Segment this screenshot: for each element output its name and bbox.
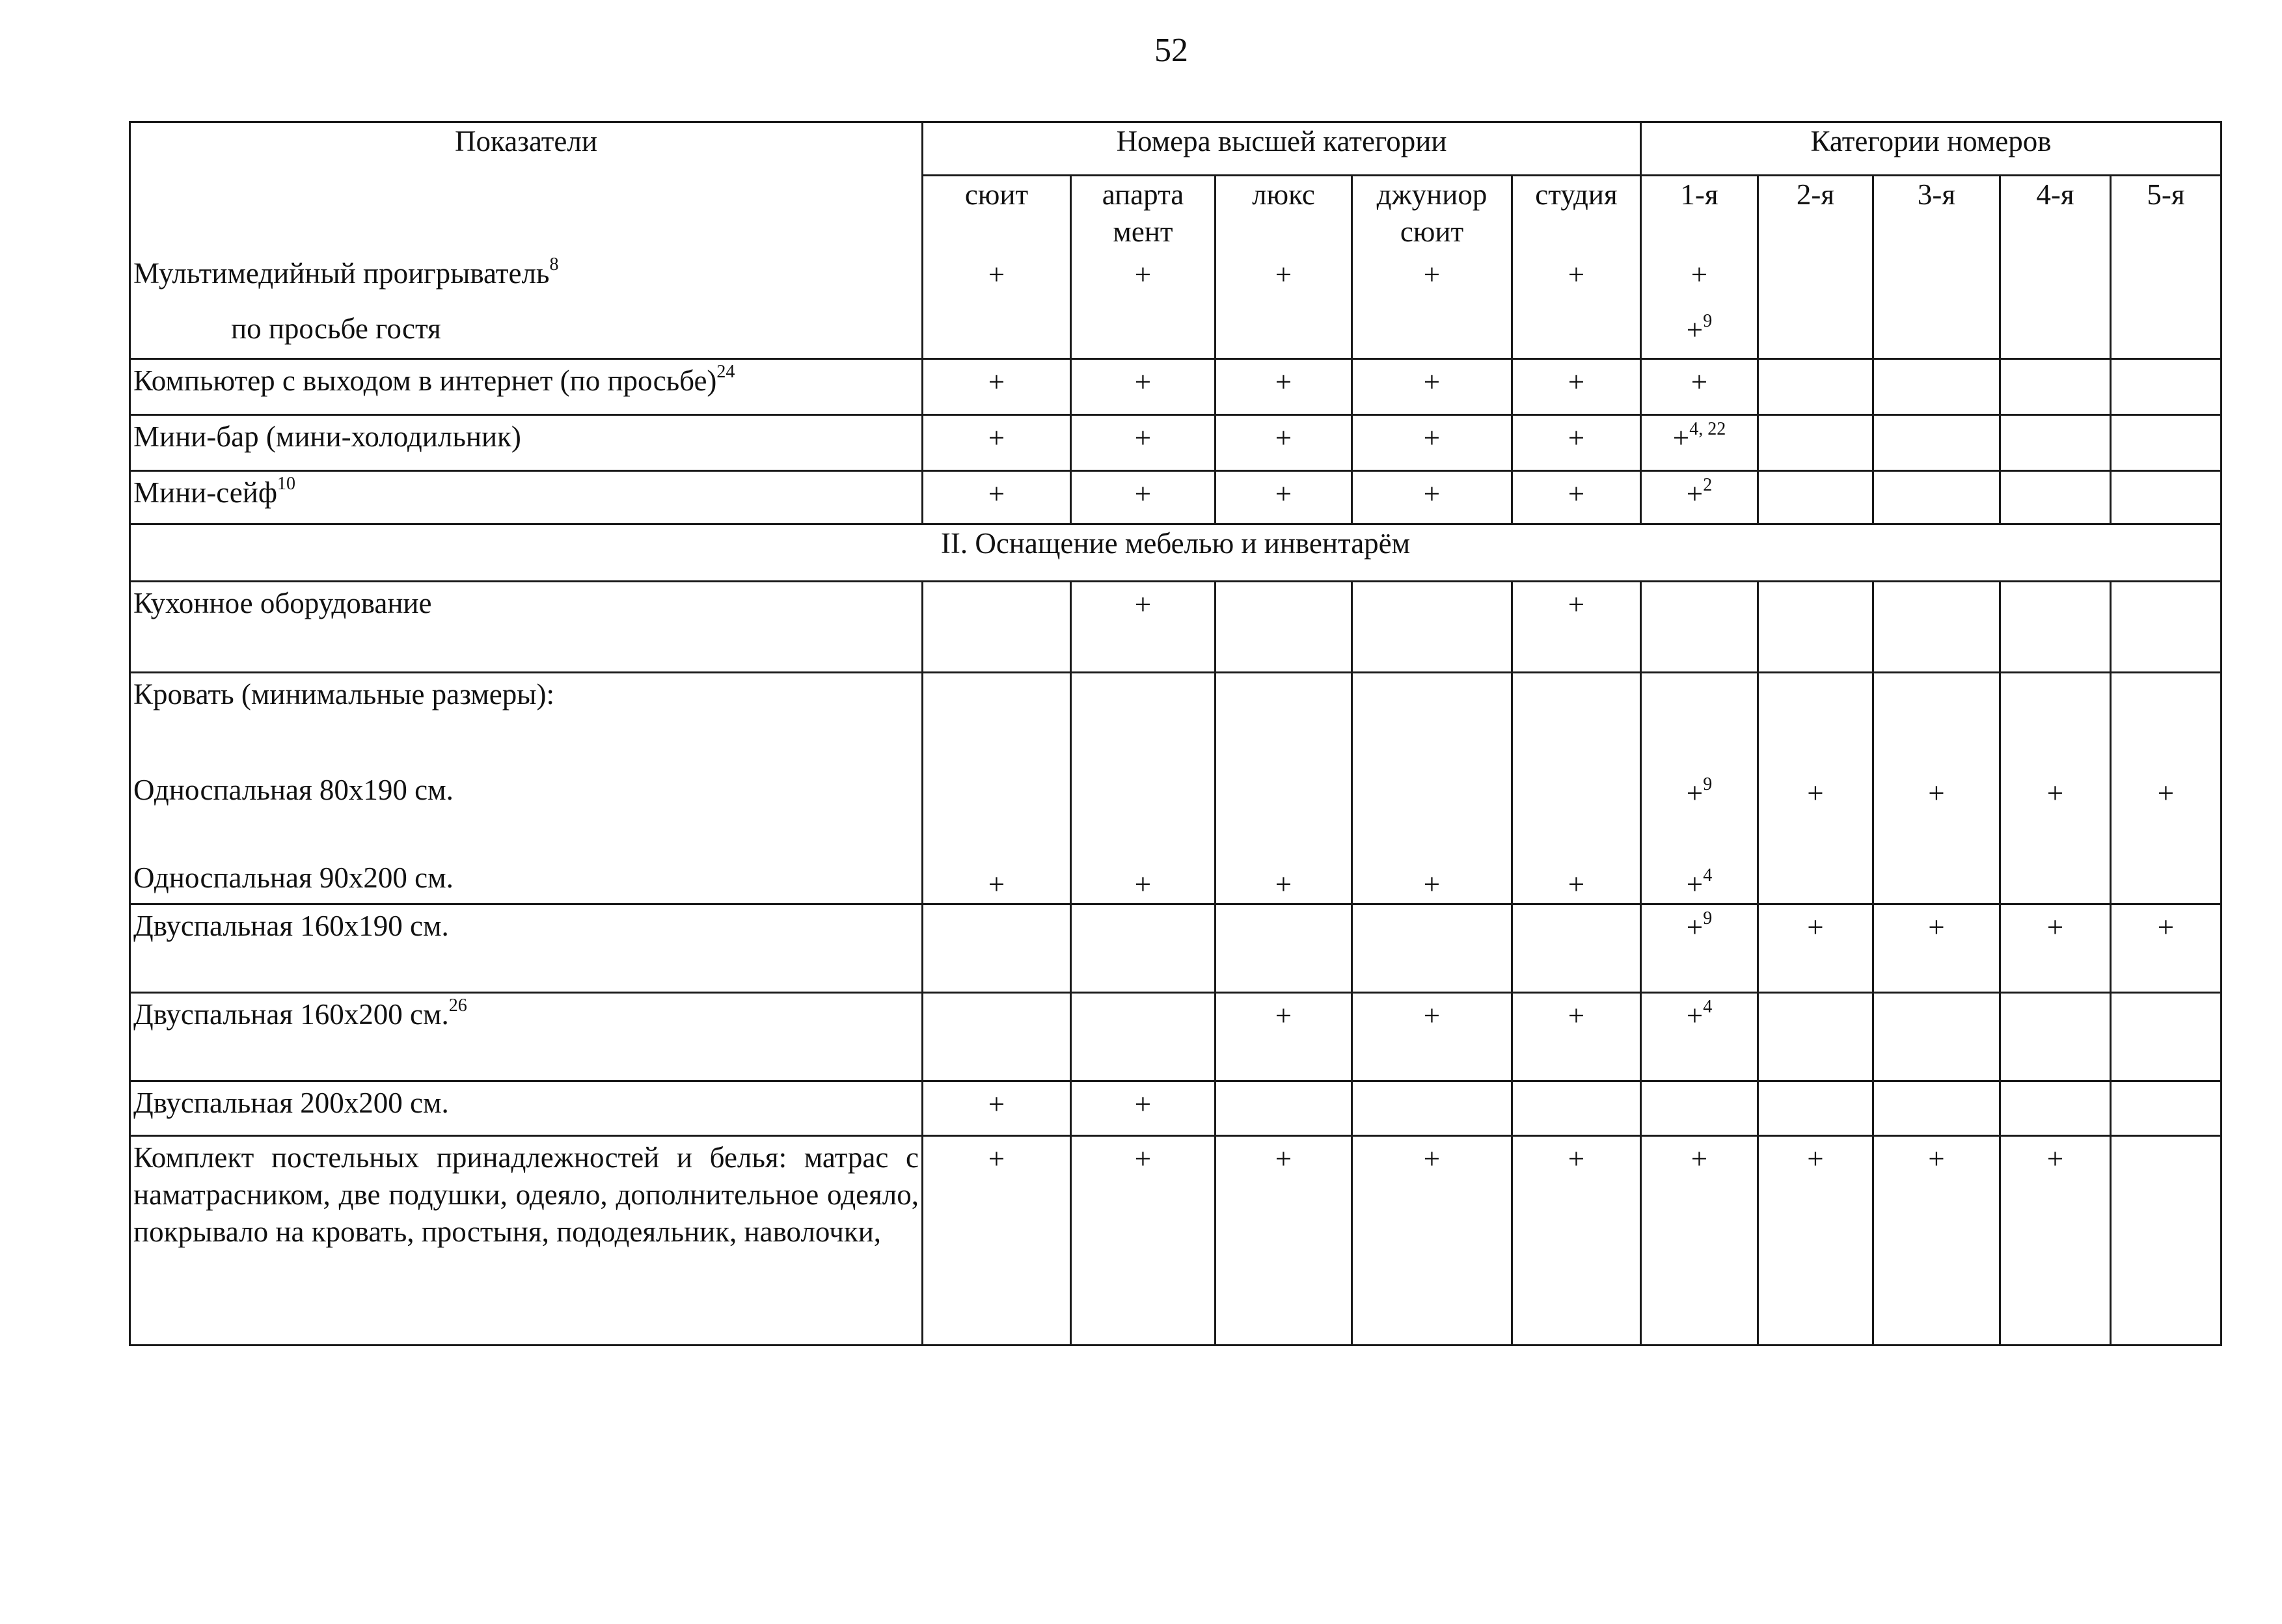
- table-cell: [2111, 252, 2221, 359]
- table-cell: +: [2000, 1136, 2111, 1346]
- table-cell: +: [1352, 415, 1512, 471]
- footnote-ref: 9: [1703, 908, 1713, 928]
- table-cell: [2111, 471, 2221, 524]
- table-cell: +: [1071, 359, 1216, 415]
- footnote-ref: 9: [1703, 774, 1713, 794]
- requirements-table: [129, 121, 2222, 1346]
- row-label-bedding-set: Комплект постельных принадлежностей и белья: матрас с наматрасником, две подушки, одеяло, дополнительное одеяло, покрывало на кровать, простыня, пододеяльник, наволочки,: [130, 1136, 923, 1346]
- row-label-computer: [130, 359, 923, 415]
- row-label-double-160x190: Двуспальная 160х190 см.: [130, 904, 923, 993]
- table-cell: +: [1873, 1136, 2000, 1346]
- table-cell-stack: [1641, 252, 1758, 359]
- table-cell: [1758, 582, 1873, 673]
- row-sublabel: Односпальная 80х190 см.: [133, 774, 454, 806]
- table-cell: [1873, 1081, 2000, 1136]
- table-cell: +: [1512, 582, 1641, 673]
- row-label-bed: [130, 673, 923, 904]
- table-cell: +: [1216, 252, 1352, 359]
- table-cell: +: [1216, 993, 1352, 1081]
- section-heading: II. Оснащение мебелью и инвентарём: [130, 524, 2221, 582]
- table-cell: [1512, 1081, 1641, 1136]
- table-cell: [2111, 359, 2221, 415]
- col-header: 1-я: [1641, 176, 1758, 252]
- table-cell: [1873, 415, 2000, 471]
- table-cell: [1216, 1081, 1352, 1136]
- table-cell: +: [1512, 359, 1641, 415]
- table-cell: [1641, 1081, 1758, 1136]
- table-cell: [2000, 582, 2111, 673]
- table-cell: +: [1512, 252, 1641, 359]
- table-cell: [1873, 359, 2000, 415]
- table-cell-stack: +: [2111, 673, 2221, 904]
- table-cell-footnoted: +$^4$: [1641, 993, 1758, 1081]
- table-cell: +: [923, 359, 1071, 415]
- footnote-ref: 4, 22: [1689, 419, 1726, 439]
- footnote-ref: 9: [1703, 310, 1713, 331]
- table-cell: [1758, 359, 1873, 415]
- table-cell-stack: +: [1758, 673, 1873, 904]
- table-cell-stack: +: [1873, 673, 2000, 904]
- table-cell: +: [1216, 1136, 1352, 1346]
- col-header: 5-я: [2111, 176, 2221, 252]
- table-cell-stack: +$^9$ +$^4$: [1641, 673, 1758, 904]
- table-cell: [923, 582, 1071, 673]
- table-cell: [1758, 415, 1873, 471]
- table-cell: [1216, 582, 1352, 673]
- table-cell: +: [1641, 359, 1758, 415]
- row-label-multimedia: [130, 252, 923, 359]
- table-cell: [2000, 471, 2111, 524]
- row-label-text: Двуспальная 160х200 см.: [133, 998, 449, 1031]
- table-cell: [2111, 415, 2221, 471]
- table-cell: +: [1512, 993, 1641, 1081]
- table-cell: +: [1071, 582, 1216, 673]
- table-cell: +: [1352, 252, 1512, 359]
- table-cell-stack: +: [923, 673, 1071, 904]
- table-cell: +: [1071, 252, 1216, 359]
- col-header: сюит: [923, 176, 1071, 252]
- table-cell: [2111, 582, 2221, 673]
- table-cell: [1216, 904, 1352, 993]
- col-header: апарта мент: [1071, 176, 1216, 252]
- table-cell: +: [1641, 1136, 1758, 1346]
- footnote-ref: 10: [277, 474, 295, 494]
- table-cell: +: [1758, 1136, 1873, 1346]
- table-cell: [1873, 582, 2000, 673]
- row-label-text: Компьютер с выходом в интернет (по просьбе): [133, 364, 717, 397]
- footnote-ref: 8: [549, 254, 559, 275]
- table-cell: +: [1352, 359, 1512, 415]
- table-cell: [1873, 993, 2000, 1081]
- row-label-text: Кровать (минимальные размеры):: [133, 678, 554, 710]
- row-label-double-160x200: [130, 993, 923, 1081]
- table-cell: [1758, 1081, 1873, 1136]
- row-sublabel: по просьбе гостя: [231, 312, 441, 345]
- col-header: люкс: [1216, 176, 1352, 252]
- row-label-text: Мультимедийный проигрыватель: [133, 256, 550, 290]
- table-cell-sub: +$^9$: [1686, 310, 1713, 346]
- table-cell: +: [1071, 1136, 1216, 1346]
- table-cell: +: [1352, 993, 1512, 1081]
- table-cell: [1758, 252, 1873, 359]
- footnote-ref: 2: [1703, 475, 1713, 495]
- table-cell: +: [923, 1136, 1071, 1346]
- table-cell: [1641, 582, 1758, 673]
- table-cell-footnoted: +$^{4, 22}$: [1641, 415, 1758, 471]
- table-cell: [1352, 1081, 1512, 1136]
- table-cell: +: [1352, 471, 1512, 524]
- table-cell: [1352, 904, 1512, 993]
- table-cell: [2111, 993, 2221, 1081]
- table-cell: [1873, 252, 2000, 359]
- table-cell-stack: +: [2000, 673, 2111, 904]
- page-number: 52: [1154, 32, 1188, 69]
- col-header: студия: [1512, 176, 1641, 252]
- table-cell: [2000, 1081, 2111, 1136]
- footnote-ref: 26: [448, 995, 467, 1016]
- header-top-category: Номера высшей категории: [923, 122, 1641, 176]
- table-cell: +: [923, 415, 1071, 471]
- footnote-ref: 4: [1703, 865, 1713, 886]
- table-cell: +: [923, 1081, 1071, 1136]
- row-label-text: Мини-сейф: [133, 476, 277, 509]
- table-cell: +: [1512, 415, 1641, 471]
- table-cell: [923, 904, 1071, 993]
- table-cell: +: [923, 252, 1071, 359]
- col-header: 2-я: [1758, 176, 1873, 252]
- row-label-minibar: Мини-бар (мини-холодильник): [130, 415, 923, 471]
- table-cell: [923, 993, 1071, 1081]
- col-header: 3-я: [1873, 176, 2000, 252]
- footnote-ref: 4: [1703, 997, 1713, 1017]
- table-cell: [2000, 993, 2111, 1081]
- table-cell: +: [1216, 359, 1352, 415]
- table-cell: +: [2111, 904, 2221, 993]
- table-cell-stack: +: [1071, 673, 1216, 904]
- row-label-double-200x200: Двуспальная 200х200 см.: [130, 1081, 923, 1136]
- table-cell: +: [1216, 415, 1352, 471]
- table-cell: [1352, 582, 1512, 673]
- table-cell: [2000, 359, 2111, 415]
- table-cell: [1512, 904, 1641, 993]
- row-sublabel: Односпальная 90х200 см.: [133, 861, 454, 894]
- header-room-categories: Категории номеров: [1641, 122, 2221, 176]
- row-label-kitchen: Кухонное оборудование: [130, 582, 923, 673]
- table-cell: +: [1691, 258, 1708, 291]
- table-cell-stack: +: [1352, 673, 1512, 904]
- footnote-ref: 24: [716, 362, 735, 382]
- table-cell: [1758, 471, 1873, 524]
- col-header: 4-я: [2000, 176, 2111, 252]
- table-cell: +: [1352, 1136, 1512, 1346]
- table-cell: +: [1071, 415, 1216, 471]
- row-label-minisafe: [130, 471, 923, 524]
- table-cell: [2000, 252, 2111, 359]
- col-header: джуниор сюит: [1352, 176, 1512, 252]
- table-cell: +: [1071, 1081, 1216, 1136]
- table-cell: [2000, 415, 2111, 471]
- table-cell-stack: +: [1512, 673, 1641, 904]
- table-cell: [2111, 1136, 2221, 1346]
- table-cell: [2111, 1081, 2221, 1136]
- table-cell: +: [1512, 1136, 1641, 1346]
- table-cell: +: [1512, 471, 1641, 524]
- table-cell: +: [1758, 904, 1873, 993]
- table-cell-footnoted: +$^2$: [1641, 471, 1758, 524]
- table-cell: +: [1216, 471, 1352, 524]
- table-cell-stack: +: [1216, 673, 1352, 904]
- table-cell: [1758, 993, 1873, 1081]
- table-cell: +: [1873, 904, 2000, 993]
- table-cell: +: [1071, 471, 1216, 524]
- table-cell: +: [923, 471, 1071, 524]
- table-cell-footnoted: +$^9$: [1641, 904, 1758, 993]
- table-cell: +: [2000, 904, 2111, 993]
- table-cell: [1873, 471, 2000, 524]
- table-cell: [1071, 993, 1216, 1081]
- header-indicators: Показатели: [130, 122, 923, 252]
- table-cell: [1071, 904, 1216, 993]
